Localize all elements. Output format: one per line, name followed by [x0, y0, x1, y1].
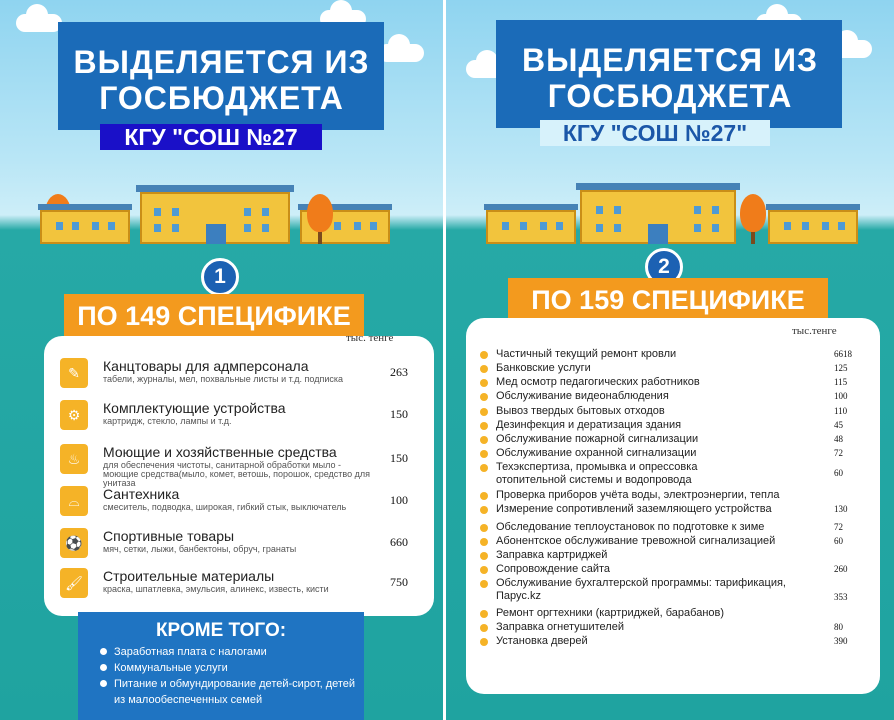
headline: ВЫДЕЛЯЕТСЯ ИЗ ГОСБЮДЖЕТА	[522, 42, 818, 114]
document-icon: ✎	[60, 358, 88, 388]
item-value: 100	[834, 391, 848, 401]
item-label: Обслуживание бухгалтерской программы: тарификация, Парус.kz	[496, 577, 786, 602]
item-label: Дезинфекция и дератизация здания	[496, 419, 682, 431]
list-item	[480, 461, 870, 489]
list-item	[480, 489, 870, 503]
bullet-icon	[480, 422, 488, 430]
category-title: Сантехника	[103, 486, 180, 502]
list-item: Коммунальные услуги	[100, 660, 360, 676]
item-label: Заправка огнетушителей	[496, 621, 624, 633]
category-description: табели, журналы, мел, похвальные листы и т.д. подписка	[103, 374, 344, 384]
list-item	[480, 419, 870, 433]
category-sports	[60, 528, 434, 568]
list-item	[480, 621, 870, 635]
list-item	[480, 348, 870, 362]
category-description: для обеспечения чистоты, санитарной обработки мыло - моющие средства(мыло, комет, ветошь, порошок, средство для унитаза	[103, 460, 370, 488]
bullet-icon	[480, 393, 488, 401]
item-value: 72	[834, 448, 843, 458]
item-label: Мед осмотр педагогических работников	[496, 376, 700, 388]
bullet-icon	[480, 436, 488, 444]
list-item	[480, 635, 870, 649]
category-value: 750	[390, 575, 408, 589]
item-value: 60	[834, 536, 843, 546]
bullet-icon	[480, 365, 488, 373]
unit-label: тыс.тенге	[792, 325, 837, 337]
category-value: 660	[390, 535, 408, 549]
school-building-illustration	[0, 172, 443, 244]
category-value: 100	[390, 493, 408, 507]
item-label: Установка дверей	[496, 635, 588, 647]
item-value: 353	[834, 592, 848, 602]
bullet-icon	[480, 351, 488, 359]
list-item: Питание и обмундирование детей-сирот, детей из малообеспеченных семей	[100, 676, 360, 708]
category-components	[60, 400, 434, 440]
category-description: смеситель, подводка, широкая, гибкий стык, выключатель	[103, 502, 347, 512]
bullet-icon	[480, 450, 488, 458]
list-item	[480, 433, 870, 447]
item-value: 390	[834, 636, 848, 646]
bullet-icon	[480, 638, 488, 646]
item-label: Обследование теплоустановок по подготовке к зиме	[496, 521, 765, 533]
specific-159-banner: ПО 159 СПЕЦИФИКЕ	[508, 278, 828, 324]
bullet-icon	[480, 408, 488, 416]
list-item	[480, 607, 870, 621]
list-item	[480, 577, 870, 605]
category-description: краска, шпатлевка, эмульсия, алинекс, известь, кисти	[103, 584, 329, 594]
list-item: Заработная плата с налогами	[100, 644, 360, 660]
item-label: Техэкспертиза, промывка и опрессовка отопительной системы и водопровода	[496, 461, 698, 486]
category-office-supplies	[60, 358, 434, 398]
school-name: КГУ "СОШ №27"	[540, 120, 770, 146]
item-value: 110	[834, 406, 848, 416]
section-number-badge: 2	[645, 248, 683, 286]
category-description: мяч, сетки, лыжи, банбектоны, обруч, гранаты	[103, 544, 297, 554]
left-poster	[0, 0, 443, 720]
ball-icon: ⚽	[60, 528, 88, 558]
cloud-decoration	[16, 14, 62, 32]
list-item	[480, 362, 870, 376]
cleaning-icon: ♨	[60, 444, 88, 474]
item-value: 260	[834, 564, 848, 574]
item-label: Заправка картриджей	[496, 549, 608, 561]
list-item	[480, 521, 870, 535]
item-value: 125	[834, 363, 848, 373]
item-value: 80	[834, 622, 843, 632]
headline: ВЫДЕЛЯЕТСЯ ИЗ ГОСБЮДЖЕТА	[73, 44, 370, 116]
sink-icon: ⌓	[60, 486, 88, 516]
specific-149-banner: ПО 149 СПЕЦИФИКЕ	[64, 294, 364, 340]
item-label: Обслуживание видеонаблюдения	[496, 390, 669, 402]
item-label: Абонентское обслуживание тревожной сигнализацией	[496, 535, 776, 547]
item-label: Сопровождение сайта	[496, 563, 611, 575]
list-item	[480, 503, 870, 517]
category-title: Канцтовары для адмперсонала	[103, 358, 309, 374]
additional-list	[100, 644, 360, 708]
item-label: Обслуживание охранной сигнализации	[496, 447, 697, 459]
bullet-icon	[480, 566, 488, 574]
section-number-badge: 1	[201, 258, 239, 296]
list-item	[480, 549, 870, 563]
category-title: Комплектующие устройства	[103, 400, 286, 416]
school-name: КГУ "СОШ №27	[100, 124, 322, 150]
list-item	[480, 447, 870, 461]
bullet-icon	[480, 492, 488, 500]
item-label: Измерение сопротивлений заземляющего устройства	[496, 503, 772, 515]
bullet-icon	[480, 506, 488, 514]
additional-expenses-box	[78, 612, 364, 720]
list-item	[480, 376, 870, 390]
item-value: 6618	[834, 349, 852, 359]
list-item	[480, 563, 870, 577]
school-building-illustration	[446, 172, 894, 244]
bullet-icon	[480, 580, 488, 588]
category-plumbing	[60, 486, 434, 526]
category-description: картридж, стекло, лампы и т.д.	[103, 416, 232, 426]
item-label: Частичный текущий ремонт кровли	[496, 348, 677, 360]
tools-icon: ⚙	[60, 400, 88, 430]
bullet-icon	[480, 624, 488, 632]
bullet-icon	[480, 610, 488, 618]
category-construction	[60, 568, 434, 608]
bullet-icon	[480, 524, 488, 532]
right-poster	[446, 0, 894, 720]
list-item	[480, 405, 870, 419]
list-item	[480, 390, 870, 404]
unit-label: тыс. тенге	[346, 332, 394, 344]
item-label: Обслуживание пожарной сигнализации	[496, 433, 699, 445]
item-value: 72	[834, 522, 843, 532]
bullet-icon	[480, 464, 488, 472]
item-value: 130	[834, 504, 848, 514]
category-value: 150	[390, 407, 408, 421]
category-value: 150	[390, 451, 408, 465]
category-title: Спортивные товары	[103, 528, 235, 544]
paint-icon: 🖌	[60, 568, 88, 598]
category-title: Строительные материалы	[103, 568, 275, 584]
bullet-icon	[480, 538, 488, 546]
category-title: Моющие и хозяйственные средства	[103, 444, 337, 460]
item-label: Ремонт оргтехники (картриджей, барабанов)	[496, 607, 725, 619]
additional-title: КРОМЕ ТОГО:	[155, 620, 287, 641]
list-item	[480, 535, 870, 549]
item-value: 48	[834, 434, 843, 444]
bullet-icon	[480, 552, 488, 560]
category-value: 263	[390, 365, 408, 379]
item-value: 115	[834, 377, 848, 387]
item-label: Вывоз твердых бытовых отходов	[496, 405, 665, 417]
item-label: Проверка приборов учёта воды, электроэнергии, тепла	[496, 489, 780, 501]
item-value: 60	[834, 468, 843, 478]
category-cleaning	[60, 444, 434, 488]
bullet-icon	[480, 379, 488, 387]
item-label: Банковские услуги	[496, 362, 591, 374]
item-value: 45	[834, 420, 843, 430]
